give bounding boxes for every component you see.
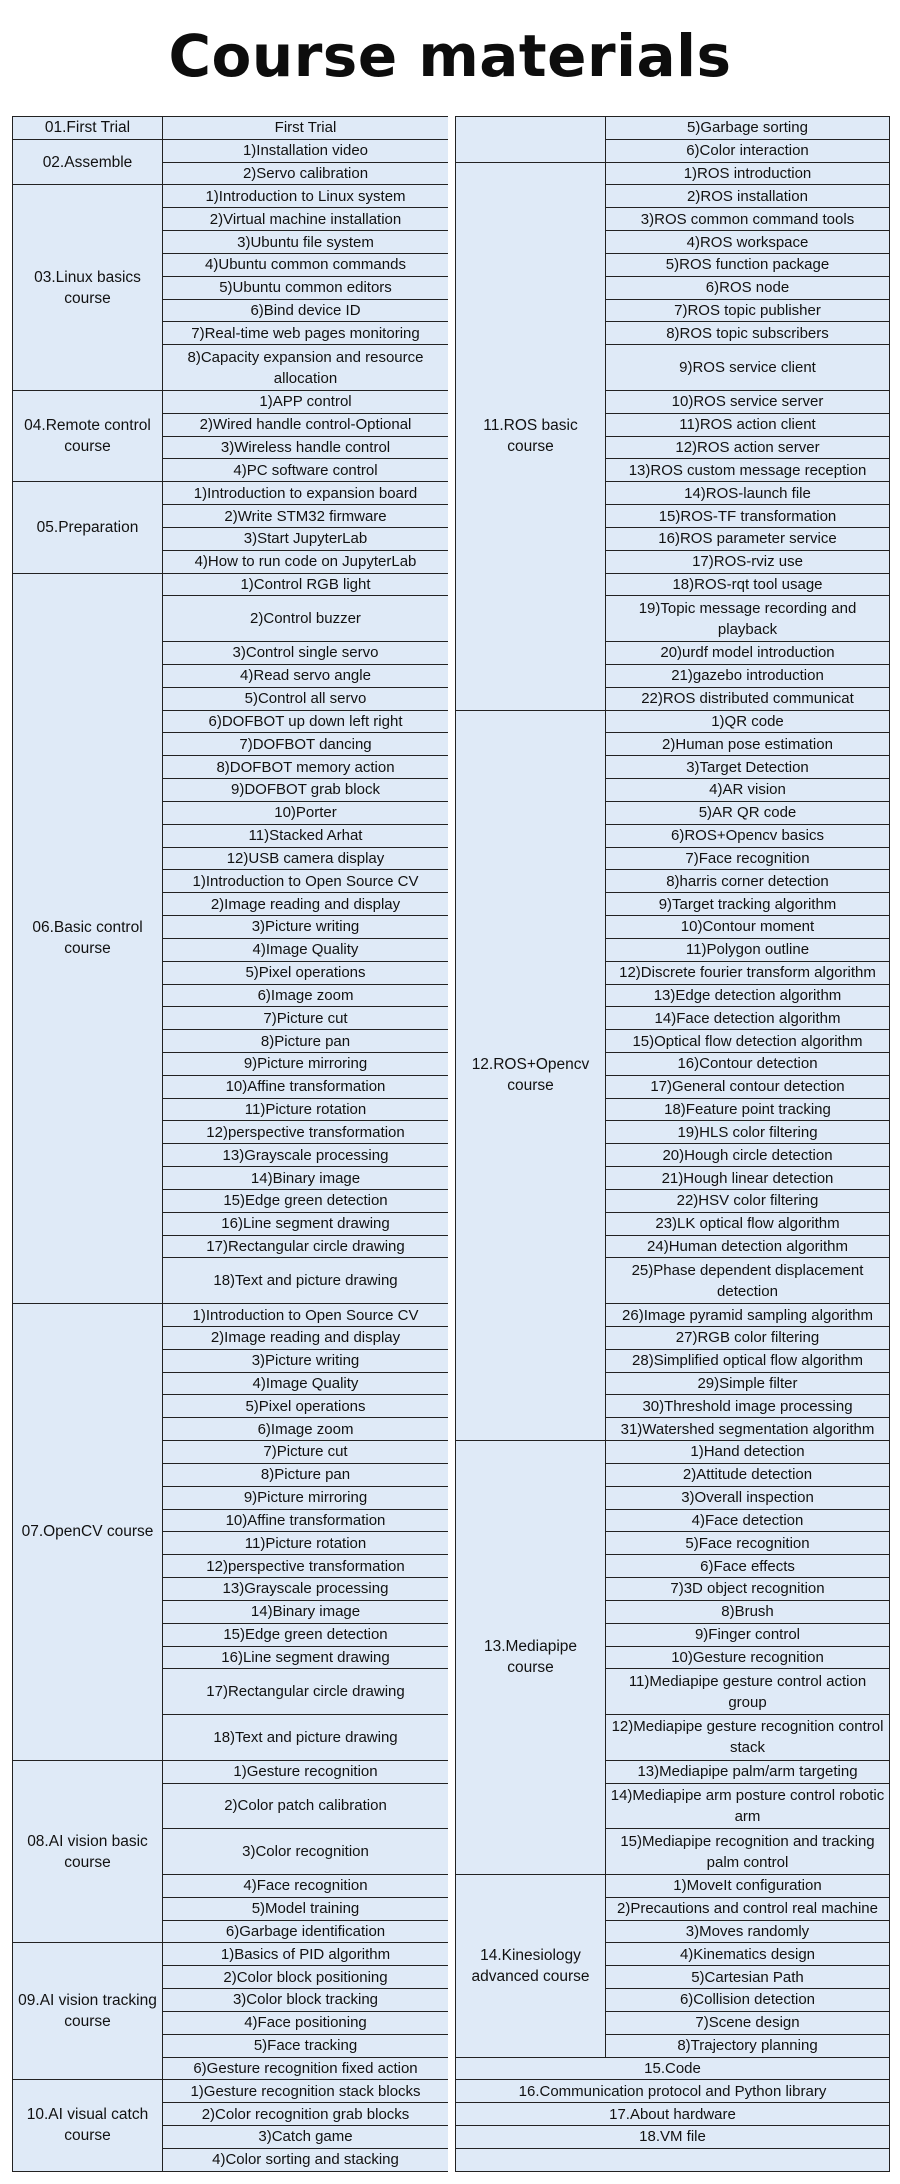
lesson-item: 12)perspective transformation	[163, 1121, 449, 1144]
lesson-item: 13)Mediapipe palm/arm targeting	[606, 1760, 890, 1783]
table-row	[456, 1874, 890, 1897]
lesson-item: 3)Moves randomly	[606, 1920, 890, 1943]
lesson-item: 4)Face recognition	[163, 1874, 449, 1897]
lesson-item: 11)Polygon outline	[606, 938, 890, 961]
lesson-item: 6)Garbage identification	[163, 1920, 449, 1943]
section-label-15-code: 15.Code	[456, 2057, 890, 2080]
lesson-item: 4)Image Quality	[163, 1372, 449, 1395]
lesson-item: 8)ROS topic subscribers	[606, 322, 890, 345]
lesson-item: 31)Watershed segmentation algorithm	[606, 1418, 890, 1441]
lesson-item: 18)Text and picture drawing	[163, 1715, 449, 1761]
lesson-item: 14)Mediapipe arm posture control robotic arm	[606, 1783, 890, 1829]
lesson-item: 13)Edge detection algorithm	[606, 984, 890, 1007]
lesson-item: 5)Cartesian Path	[606, 1966, 890, 1989]
lesson-item: 1)Introduction to Linux system	[163, 185, 449, 208]
lesson-item: 2)Color recognition grab blocks	[163, 2103, 449, 2126]
lesson-item: 3)Overall inspection	[606, 1486, 890, 1509]
lesson-item: 4)Color sorting and stacking	[163, 2148, 449, 2171]
lesson-item: 3)Catch game	[163, 2125, 449, 2148]
lesson-item: 11)Stacked Arhat	[163, 824, 449, 847]
lesson-item: 12)ROS action server	[606, 436, 890, 459]
lesson-item: 13)ROS custom message reception	[606, 459, 890, 482]
table-row	[13, 1304, 449, 1327]
lesson-item: 1)Introduction to Open Source CV	[163, 870, 449, 893]
lesson-item: 15)Edge green detection	[163, 1189, 449, 1212]
lesson-item: 2)Virtual machine installation	[163, 208, 449, 231]
lesson-item: 9)ROS service client	[606, 345, 890, 391]
section-label-04-remote-control-course: 04.Remote control course	[13, 390, 163, 481]
lesson-item: 10)Porter	[163, 801, 449, 824]
lesson-item: 22)ROS distributed communicat	[606, 687, 890, 710]
lesson-item: 26)Image pyramid sampling algorithm	[606, 1304, 890, 1327]
lesson-item: 6)Color interaction	[606, 139, 890, 162]
lesson-item: 18)ROS-rqt tool usage	[606, 573, 890, 596]
lesson-item: 6)Bind device ID	[163, 299, 449, 322]
table-row	[456, 2080, 890, 2103]
lesson-item: 7)Real-time web pages monitoring	[163, 322, 449, 345]
page-title: Course materials	[168, 22, 732, 90]
lesson-item: 4)PC software control	[163, 459, 449, 482]
lesson-item: 6)Collision detection	[606, 1989, 890, 2012]
lesson-item: 17)General contour detection	[606, 1075, 890, 1098]
lesson-item: 4)AR vision	[606, 779, 890, 802]
lesson-item: 16)Line segment drawing	[163, 1212, 449, 1235]
lesson-item: 15)Optical flow detection algorithm	[606, 1030, 890, 1053]
lesson-item: 8)Trajectory planning	[606, 2034, 890, 2057]
lesson-item: 7)Picture cut	[163, 1007, 449, 1030]
section-label-10-ai-visual-catch-course: 10.AI visual catch course	[13, 2080, 163, 2171]
lesson-item: 7)Picture cut	[163, 1441, 449, 1464]
lesson-item: 17)ROS-rviz use	[606, 550, 890, 573]
lesson-item: 6)ROS+Opencv basics	[606, 824, 890, 847]
section-label-17-about-hardware: 17.About hardware	[456, 2103, 890, 2126]
lesson-item: 7)ROS topic publisher	[606, 299, 890, 322]
table-row	[456, 2148, 890, 2171]
lesson-item: 7)Face recognition	[606, 847, 890, 870]
lesson-item: 8)Picture pan	[163, 1463, 449, 1486]
lesson-item: 18)Text and picture drawing	[163, 1258, 449, 1304]
section-label-03-linux-basics-course: 03.Linux basics course	[13, 185, 163, 390]
lesson-item: 5)Garbage sorting	[606, 117, 890, 140]
lesson-item: 5)Face recognition	[606, 1532, 890, 1555]
lesson-item: 18)Feature point tracking	[606, 1098, 890, 1121]
lesson-item: 4)How to run code on JupyterLab	[163, 550, 449, 573]
lesson-item: 9)Picture mirroring	[163, 1052, 449, 1075]
lesson-item: 23)LK optical flow algorithm	[606, 1212, 890, 1235]
section-label-16-communication-protocol-and-python-library: 16.Communication protocol and Python library	[456, 2080, 890, 2103]
table-row	[456, 710, 890, 733]
lesson-item: 21)Hough linear detection	[606, 1167, 890, 1190]
lesson-item: 5)ROS function package	[606, 253, 890, 276]
lesson-item: 10)Contour moment	[606, 916, 890, 939]
lesson-item: 10)Affine transformation	[163, 1075, 449, 1098]
lesson-item: 11)Picture rotation	[163, 1098, 449, 1121]
lesson-item: 4)Kinematics design	[606, 1943, 890, 1966]
table-row	[13, 139, 449, 162]
lesson-item: 5)AR QR code	[606, 801, 890, 824]
lesson-item: 5)Pixel operations	[163, 961, 449, 984]
lesson-item: 6)Gesture recognition fixed action	[163, 2057, 449, 2080]
lesson-item: 3)Color recognition	[163, 1829, 449, 1875]
table-row	[456, 117, 890, 140]
lesson-item: 3)Picture writing	[163, 1349, 449, 1372]
lesson-item: 1)Control RGB light	[163, 573, 449, 596]
lesson-item: 9)Target tracking algorithm	[606, 893, 890, 916]
table-row	[13, 573, 449, 596]
lesson-item: 6)Face effects	[606, 1555, 890, 1578]
lesson-item: 2)Precautions and control real machine	[606, 1897, 890, 1920]
lesson-item: 7)Scene design	[606, 2011, 890, 2034]
lesson-item: 16)Line segment drawing	[163, 1646, 449, 1669]
table-row	[456, 2125, 890, 2148]
lesson-item: 5)Pixel operations	[163, 1395, 449, 1418]
table-row	[13, 482, 449, 505]
table-row	[456, 2057, 890, 2080]
lesson-item: 3)Target Detection	[606, 756, 890, 779]
table-row	[13, 117, 449, 140]
lesson-item: 11)Picture rotation	[163, 1532, 449, 1555]
lesson-item: 5)Model training	[163, 1897, 449, 1920]
lesson-item: 16)ROS parameter service	[606, 527, 890, 550]
lesson-item: 6)DOFBOT up down left right	[163, 710, 449, 733]
lesson-item: 16)Contour detection	[606, 1052, 890, 1075]
right-course-table	[455, 116, 890, 2172]
lesson-item: 3)Start JupyterLab	[163, 527, 449, 550]
lesson-item: 1)ROS introduction	[606, 162, 890, 185]
lesson-item: 12)USB camera display	[163, 847, 449, 870]
lesson-item: 1)Installation video	[163, 139, 449, 162]
lesson-item: 13)Grayscale processing	[163, 1144, 449, 1167]
lesson-item: 13)Grayscale processing	[163, 1578, 449, 1601]
lesson-item: 7)3D object recognition	[606, 1578, 890, 1601]
table-row	[13, 2080, 449, 2103]
lesson-item: 10)ROS service server	[606, 390, 890, 413]
lesson-item: 4)ROS workspace	[606, 231, 890, 254]
lesson-item: 3)Picture writing	[163, 916, 449, 939]
lesson-item: 2)Control buzzer	[163, 596, 449, 642]
lesson-item: 9)DOFBOT grab block	[163, 779, 449, 802]
lesson-item: 1)Hand detection	[606, 1441, 890, 1464]
lesson-item: 1)QR code	[606, 710, 890, 733]
lesson-item: 2)Image reading and display	[163, 1326, 449, 1349]
section-label-12-ros-opencv-course: 12.ROS+Opencv course	[456, 710, 606, 1441]
column-divider	[448, 116, 455, 2172]
lesson-item: 2)ROS installation	[606, 185, 890, 208]
lesson-item: 14)Binary image	[163, 1167, 449, 1190]
lesson-item: 5)Control all servo	[163, 687, 449, 710]
lesson-item: 2)Write STM32 firmware	[163, 505, 449, 528]
lesson-item: 8)Picture pan	[163, 1030, 449, 1053]
lesson-item: 4)Read servo angle	[163, 664, 449, 687]
lesson-item: 2)Attitude detection	[606, 1463, 890, 1486]
left-course-table	[12, 116, 449, 2172]
lesson-item: 21)gazebo introduction	[606, 664, 890, 687]
lesson-item: First Trial	[163, 117, 449, 140]
lesson-item: 2)Servo calibration	[163, 162, 449, 185]
lesson-item: 2)Color block positioning	[163, 1966, 449, 1989]
lesson-item: 3)ROS common command tools	[606, 208, 890, 231]
lesson-item: 11)ROS action client	[606, 413, 890, 436]
lesson-item: 14)ROS-launch file	[606, 482, 890, 505]
lesson-item: 17)Rectangular circle drawing	[163, 1669, 449, 1715]
lesson-item: 14)Face detection algorithm	[606, 1007, 890, 1030]
lesson-item: 8)Capacity expansion and resource allocation	[163, 345, 449, 391]
lesson-item: 9)Picture mirroring	[163, 1486, 449, 1509]
lesson-item: 9)Finger control	[606, 1623, 890, 1646]
section-label-14-kinesiology-advanced-course: 14.Kinesiology advanced course	[456, 1874, 606, 2057]
lesson-item: 4)Face positioning	[163, 2011, 449, 2034]
lesson-item: 7)DOFBOT dancing	[163, 733, 449, 756]
section-label-05-preparation: 05.Preparation	[13, 482, 163, 573]
section-label-18-vm-file: 18.VM file	[456, 2125, 890, 2148]
lesson-item: 24)Human detection algorithm	[606, 1235, 890, 1258]
section-label-06-basic-control-course: 06.Basic control course	[13, 573, 163, 1304]
lesson-item: 12)Discrete fourier transform algorithm	[606, 961, 890, 984]
lesson-item: 4)Face detection	[606, 1509, 890, 1532]
lesson-item: 8)harris corner detection	[606, 870, 890, 893]
lesson-item: 4)Ubuntu common commands	[163, 253, 449, 276]
lesson-item: 1)Introduction to expansion board	[163, 482, 449, 505]
lesson-item: 1)Basics of PID algorithm	[163, 1943, 449, 1966]
lesson-item: 1)APP control	[163, 390, 449, 413]
section-label-09-ai-vision-tracking-course: 09.AI vision tracking course	[13, 1943, 163, 2080]
table-row	[13, 390, 449, 413]
section-label-11-ros-basic-course: 11.ROS basic course	[456, 162, 606, 710]
lesson-item: 3)Control single servo	[163, 642, 449, 665]
lesson-item: 5)Face tracking	[163, 2034, 449, 2057]
lesson-item: 15)ROS-TF transformation	[606, 505, 890, 528]
lesson-item: 12)Mediapipe gesture recognition control stack	[606, 1715, 890, 1761]
lesson-item: 15)Mediapipe recognition and tracking palm control	[606, 1829, 890, 1875]
section-label-02-assemble: 02.Assemble	[13, 139, 163, 185]
lesson-item: 1)Introduction to Open Source CV	[163, 1304, 449, 1327]
lesson-item: 2)Wired handle control-Optional	[163, 413, 449, 436]
lesson-item: 20)urdf model introduction	[606, 642, 890, 665]
table-row	[13, 1943, 449, 1966]
lesson-item: 10)Affine transformation	[163, 1509, 449, 1532]
lesson-item: 3)Ubuntu file system	[163, 231, 449, 254]
section-label-08-ai-vision-basic-course: 08.AI vision basic course	[13, 1760, 163, 1943]
lesson-item: 1)MoveIt configuration	[606, 1874, 890, 1897]
section-label-empty	[456, 2148, 890, 2171]
lesson-item: 2)Image reading and display	[163, 893, 449, 916]
lesson-item: 6)Image zoom	[163, 984, 449, 1007]
table-row	[456, 2103, 890, 2126]
section-label-13-mediapipe-course: 13.Mediapipe course	[456, 1441, 606, 1875]
lesson-item: 14)Binary image	[163, 1600, 449, 1623]
lesson-item: 28)Simplified optical flow algorithm	[606, 1349, 890, 1372]
lesson-item: 6)Image zoom	[163, 1418, 449, 1441]
lesson-item: 22)HSV color filtering	[606, 1189, 890, 1212]
lesson-item: 1)Gesture recognition stack blocks	[163, 2080, 449, 2103]
lesson-item: 5)Ubuntu common editors	[163, 276, 449, 299]
lesson-item: 2)Color patch calibration	[163, 1783, 449, 1829]
table-row	[13, 1760, 449, 1783]
lesson-item: 1)Gesture recognition	[163, 1760, 449, 1783]
lesson-item: 12)perspective transformation	[163, 1555, 449, 1578]
lesson-item: 19)HLS color filtering	[606, 1121, 890, 1144]
lesson-item: 29)Simple filter	[606, 1372, 890, 1395]
table-row	[456, 1441, 890, 1464]
table-row	[13, 185, 449, 208]
lesson-item: 30)Threshold image processing	[606, 1395, 890, 1418]
section-label-empty	[456, 117, 606, 163]
lesson-item: 17)Rectangular circle drawing	[163, 1235, 449, 1258]
section-label-07-opencv-course: 07.OpenCV course	[13, 1304, 163, 1761]
table-row	[456, 162, 890, 185]
lesson-item: 10)Gesture recognition	[606, 1646, 890, 1669]
lesson-item: 6)ROS node	[606, 276, 890, 299]
lesson-item: 25)Phase dependent displacement detection	[606, 1258, 890, 1304]
lesson-item: 20)Hough circle detection	[606, 1144, 890, 1167]
lesson-item: 11)Mediapipe gesture control action group	[606, 1669, 890, 1715]
lesson-item: 4)Image Quality	[163, 938, 449, 961]
lesson-item: 8)DOFBOT memory action	[163, 756, 449, 779]
lesson-item: 8)Brush	[606, 1600, 890, 1623]
lesson-item: 3)Color block tracking	[163, 1989, 449, 2012]
lesson-item: 15)Edge green detection	[163, 1623, 449, 1646]
lesson-item: 27)RGB color filtering	[606, 1326, 890, 1349]
lesson-item: 19)Topic message recording and playback	[606, 596, 890, 642]
lesson-item: 3)Wireless handle control	[163, 436, 449, 459]
lesson-item: 2)Human pose estimation	[606, 733, 890, 756]
section-label-01-first-trial: 01.First Trial	[13, 117, 163, 140]
